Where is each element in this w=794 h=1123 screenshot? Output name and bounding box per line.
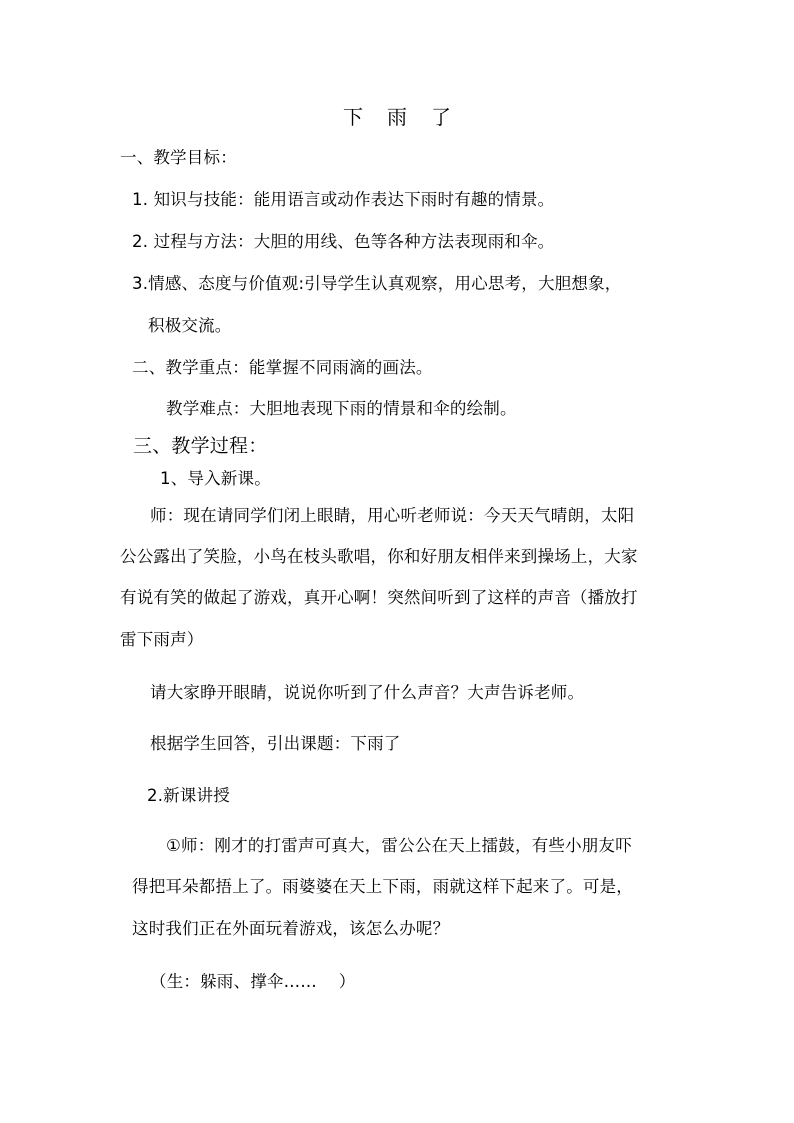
section-heading-key-points: 二、教学重点：能掌握不同雨滴的画法。 (132, 358, 433, 377)
document-title (0, 104, 794, 130)
title-char: 雨 (387, 105, 407, 129)
objective-item: 2. 过程与方法：大胆的用线、色等各种方法表现雨和伞。 (132, 232, 555, 251)
paragraph-line: 公公露出了笑脸，小鸟在枝头歌唱，你和好朋友相伴来到操场上，大家 (120, 547, 638, 566)
step-label: 1、导入新课。 (160, 469, 271, 488)
step-label: 2.新课讲授 (147, 786, 230, 805)
section-heading-process: 三、教学过程： (133, 435, 268, 457)
objective-item: 3.情感、态度与价值观:引导学生认真观察，用心思考，大胆想象， (132, 274, 622, 293)
difficulty-text: 教学难点：大胆地表现下雨的情景和伞的绘制。 (166, 399, 517, 418)
paragraph-line: 得把耳朵都捂上了。雨婆婆在天上下雨，雨就这样下起来了。可是， (132, 877, 633, 896)
paragraph-line: 有说有笑的做起了游戏，真开心啊！突然间听到了这样的声音（播放打 (120, 588, 638, 607)
objective-item-continuation: 积极交流。 (148, 316, 232, 335)
objective-item: 1. 知识与技能：能用语言或动作表达下雨时有趣的情景。 (132, 190, 555, 209)
section-heading-objectives: 一、教学目标： (120, 148, 237, 167)
title-char: 下 (343, 105, 363, 129)
paragraph-line: 师：现在请同学们闭上眼睛，用心听老师说：今天天气晴朗，太阳 (150, 506, 635, 525)
conclusion-text: 根据学生回答，引出课题：下雨了 (150, 734, 401, 753)
student-answer: （生：躲雨、撑伞…… ） (150, 972, 356, 991)
title-char: 了 (431, 105, 451, 129)
paragraph-line: 雷下雨声） (120, 630, 204, 649)
paragraph-line: 这时我们正在外面玩着游戏，该怎么办呢？ (132, 919, 450, 938)
paragraph-line: ①师：刚才的打雷声可真大，雷公公在天上擂鼓，有些小朋友吓 (166, 836, 632, 855)
prompt-text: 请大家睁开眼睛，说说你听到了什么声音？大声告诉老师。 (150, 683, 585, 702)
